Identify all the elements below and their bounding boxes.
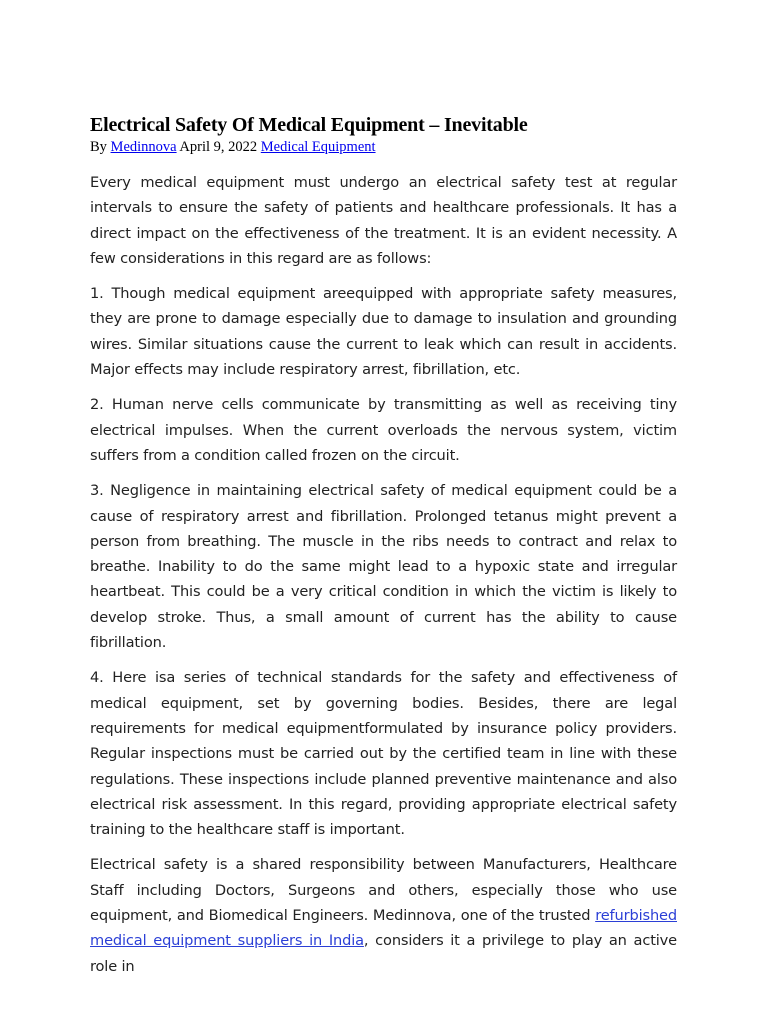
page-title: Electrical Safety Of Medical Equipment – Inevitable [90, 114, 528, 136]
paragraph-3: 3. Negligence in maintaining electrical safety of medical equipment could be a cause of respiratory arrest and fibrillation. Prolonged tetanus might prevent a person from breathing. The muscle in the ribs needs to contract and relax to breathe. Inability to do the same might lead to a hypoxic state and irregular heartbeat. This could be a very critical condition in which the victim is likely to develop stroke. Thus, a small amount of current has the ability to cause fibrillation. [90, 482, 677, 652]
category-link[interactable]: Medical Equipment [260, 139, 376, 155]
article-meta [90, 138, 677, 156]
intro-paragraph: Every medical equipment must undergo an electrical safety test at regular intervals to ensure the safety of patients and healthcare professionals. It has a direct impact on the effectiveness of the treatment. It is an evident necessity. A few considerations in this regard are as follows: [90, 174, 677, 267]
paragraph-1: 1. Though medical equipment areequipped with appropriate safety measures, they are prone to damage especially due to damage to insulation and grounding wires. Similar situations cause the current to leak which can result in accidents. Major effects may include respiratory arrest, fibrillation, etc. [90, 285, 677, 379]
closing-text-before: Electrical safety is a shared responsibility between Manufacturers, Healthcare Staff including Doctors, Surgeons and others, especially those who use equipment, and Biomedical Engineers. Medinnova, one of the trusted [90, 856, 677, 925]
closing-text-after: , considers it a privilege to play an active role in [90, 932, 677, 975]
article-body [90, 170, 677, 979]
publish-date: April 9, 2022 [179, 139, 258, 155]
suppliers-link[interactable]: refurbished medical equipment suppliers in India [90, 907, 677, 950]
author-link[interactable]: Medinnova [110, 139, 177, 155]
paragraph-4: 4. Here isa series of technical standards for the safety and effectiveness of medical equipment, set by governing bodies. Besides, there are legal requirements for medical equipmentformulated by insurance policy providers. Regular inspections must be carried out by the certified team in line with these regulations. These inspections include planned preventive maintenance and also electrical risk assessment. In this regard, providing appropriate electrical safety training to the healthcare staff is important. [90, 669, 677, 839]
article [90, 112, 677, 989]
byline-prefix: By [90, 139, 107, 155]
paragraph-2: 2. Human nerve cells communicate by transmitting as well as receiving tiny electrical impulses. When the current overloads the nervous system, victim suffers from a condition called frozen on the circuit. [90, 396, 677, 464]
closing-paragraph [90, 852, 677, 978]
